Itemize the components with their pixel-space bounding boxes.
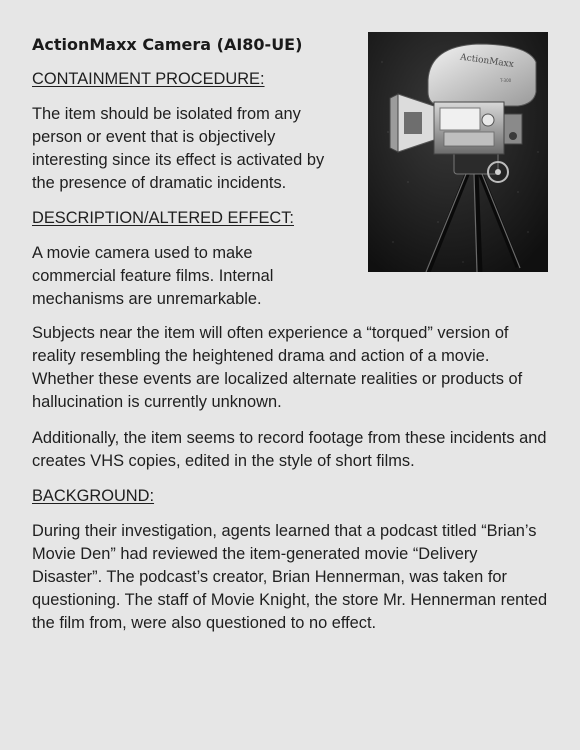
description-paragraph-1: A movie camera used to make commercial feature films. Internal mechanisms are unremarkable.	[32, 244, 274, 308]
movie-camera-image	[368, 32, 548, 272]
document-title: ActionMaxx Camera (AI80-UE)	[32, 35, 303, 54]
film-magazine	[428, 44, 536, 106]
background-heading: BACKGROUND:	[32, 487, 155, 505]
camera-photo	[368, 32, 548, 272]
containment-heading: CONTAINMENT PROCEDURE:	[32, 70, 265, 88]
description-paragraph-2: Subjects near the item will often experience a “torqued” version of reality resembling the heightened drama and action of a movie. Whether these events are localized alternate realities or products of hallucination is currently unknown.	[32, 324, 523, 411]
containment-paragraph: The item should be isolated from any person or event that is objectively interesting since its effect is activated by the presence of dramatic incidents.	[32, 105, 325, 192]
description-heading: DESCRIPTION/ALTERED EFFECT:	[32, 209, 294, 227]
background-paragraph: During their investigation, agents learned that a podcast titled “Brian’s Movie Den” had reviewed the item-generated movie “Delivery Disaster”. The podcast’s creator, Brian Hennerman, was taken for questioning. The staff of Movie Knight, the store Mr. Hennerman rented the film from, were also questioned to no effect.	[32, 522, 548, 632]
description-paragraph-3: Additionally, the item seems to record footage from these incidents and creates VHS copies, edited in the style of short films.	[32, 429, 547, 470]
camera-brand-text: ActionMaxx	[459, 52, 515, 70]
camera-model-text: T-300	[500, 78, 512, 83]
